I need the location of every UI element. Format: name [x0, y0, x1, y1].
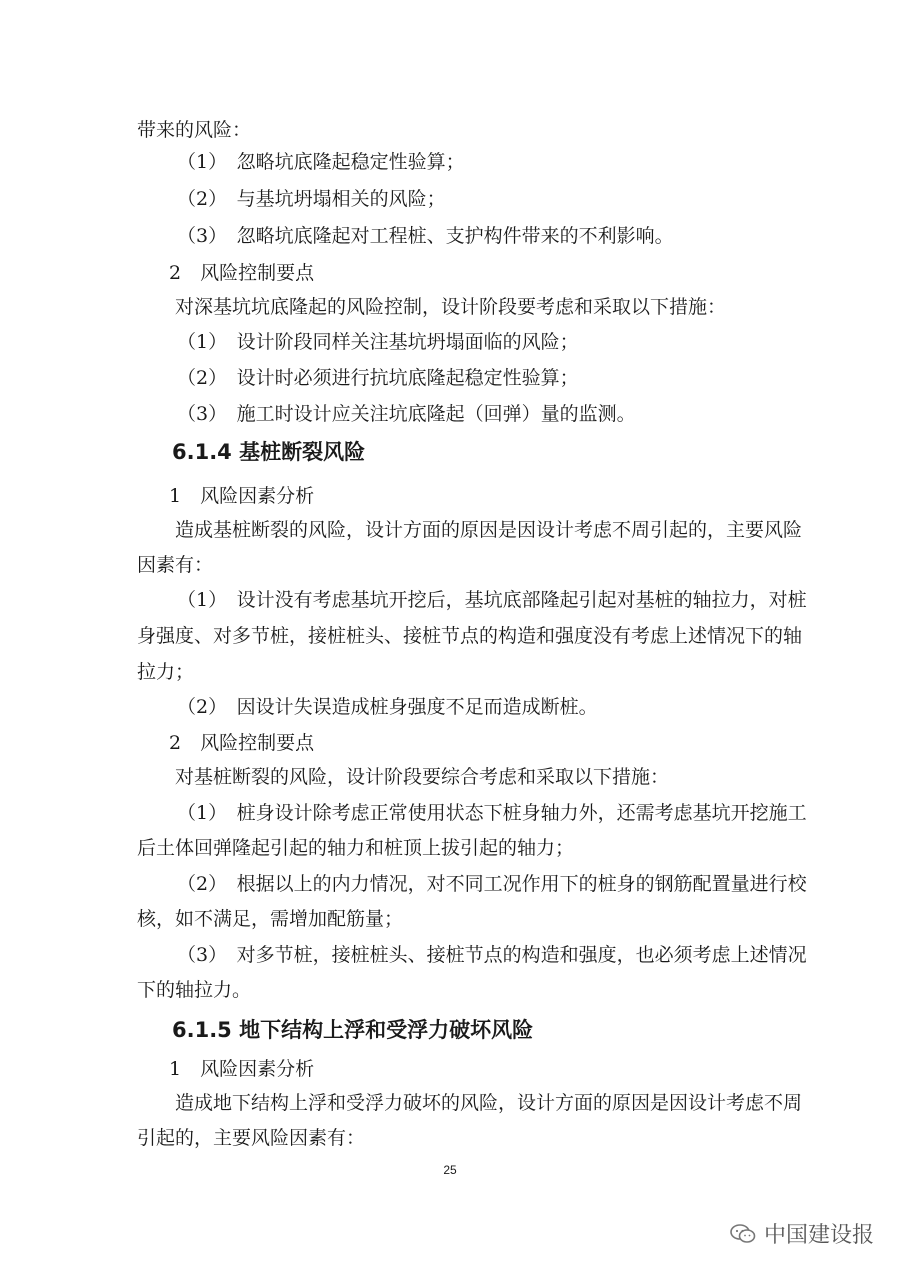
list-item: （2） 因设计失误造成桩身强度不足而造成断桩。 [177, 696, 598, 718]
list-item: （2） 与基坑坍塌相关的风险； [177, 188, 446, 210]
page-number: 25 [443, 1163, 457, 1177]
subheading: 1 风险因素分析 [169, 1058, 315, 1080]
text-line: 引起的，主要风险因素有： [137, 1127, 366, 1149]
list-item: （3） 对多节桩，接桩桩头、接桩节点的构造和强度，也必须考虑上述情况 [177, 944, 807, 966]
text-line: 造成地下结构上浮和受浮力破坏的风险，设计方面的原因是因设计考虑不周 [175, 1092, 803, 1114]
text-line: 对基桩断裂的风险，设计阶段要综合考虑和采取以下措施： [175, 766, 670, 788]
subheading: 2 风险控制要点 [169, 262, 315, 284]
list-item: （1） 桩身设计除考虑正常使用状态下桩身轴力外，还需考虑基坑开挖施工 [177, 802, 807, 824]
list-item: （1） 设计阶段同样关注基坑坍塌面临的风险； [177, 331, 579, 353]
wechat-icon [730, 1223, 756, 1245]
watermark-text: 中国建设报 [764, 1223, 875, 1248]
watermark [730, 1218, 874, 1249]
text-line: 后土体回弹隆起引起的轴力和桩顶上拔引起的轴力； [137, 837, 575, 859]
subheading: 1 风险因素分析 [169, 485, 315, 507]
text-line: 因素有： [137, 554, 214, 576]
list-item: （1） 设计没有考虑基坑开挖后，基坑底部隆起引起对基桩的轴拉力，对桩 [177, 589, 807, 611]
list-item: （3） 施工时设计应关注坑底隆起（回弹）量的监测。 [177, 403, 636, 425]
list-item: （2） 根据以上的内力情况，对不同工况作用下的桩身的钢筋配置量进行校 [177, 873, 807, 895]
text-line: 对深基坑坑底隆起的风险控制，设计阶段要考虑和采取以下措施： [175, 296, 727, 318]
text-line: 拉力； [137, 661, 195, 683]
text-line: 身强度、对多节桩，接桩桩头、接桩节点的构造和强度没有考虑上述情况下的轴 [137, 625, 803, 647]
list-item: （2） 设计时必须进行抗坑底隆起稳定性验算； [177, 367, 579, 389]
section-heading: 6.1.5 地下结构上浮和受浮力破坏风险 [172, 1018, 534, 1042]
section-heading: 6.1.4 基桩断裂风险 [172, 440, 366, 464]
text-line: 带来的风险： [137, 119, 252, 141]
text-line: 造成基桩断裂的风险，设计方面的原因是因设计考虑不周引起的，主要风险 [175, 519, 803, 541]
text-line: 核，如不满足，需增加配筋量； [137, 908, 404, 930]
list-item: （3） 忽略坑底隆起对工程桩、支护构件带来的不利影响。 [177, 225, 674, 247]
list-item: （1） 忽略坑底隆起稳定性验算； [177, 151, 465, 173]
text-line: 下的轴拉力。 [137, 979, 252, 1001]
subheading: 2 风险控制要点 [169, 732, 315, 754]
